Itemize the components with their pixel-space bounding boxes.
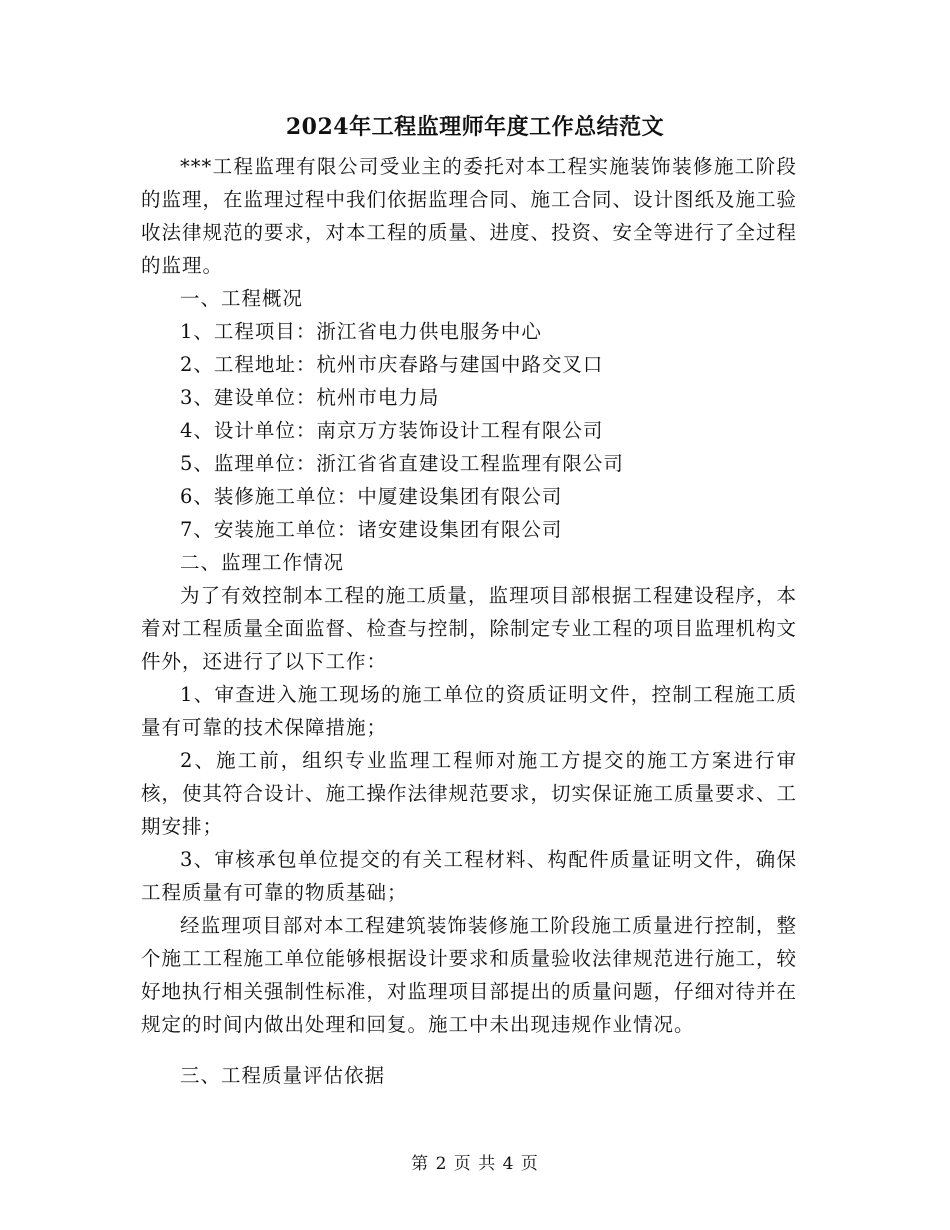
overview-item-project: 1、工程项目：浙江省电力供电服务中心: [180, 320, 542, 343]
overview-item-address: 2、工程地址：杭州市庆春路与建国中路交叉口: [180, 353, 604, 376]
work-item-3: 3、审核承包单位提交的有关工程材料、构配件质量证明文件，确保工程质量有可靠的物质基础；: [141, 848, 797, 904]
work-item-1: 1、审查进入施工现场的施工单位的资质证明文件，控制工程施工质量有可靠的技术保障措施；: [141, 683, 797, 739]
work-item-2: 2、施工前，组织专业监理工程师对施工方提交的施工方案进行审核，使其符合设计、施工操作法律规范要求，切实保证施工质量要求、工期安排；: [141, 749, 798, 838]
page-number: 第 2 页 共 4 页: [411, 1154, 539, 1174]
overview-item-supervisor: 5、监理单位：浙江省省直建设工程监理有限公司: [180, 452, 624, 475]
section-heading-evaluation: 三、工程质量评估依据: [180, 1064, 386, 1087]
overview-item-decoration-contractor: 6、装修施工单位：中厦建设集团有限公司: [180, 485, 563, 508]
paragraph-work-summary: 经监理项目部对本工程建筑装饰装修施工阶段施工质量进行控制，整个施工工程施工单位能够根据设计要求和质量验收法律规范进行施工，较好地执行相关强制性标准，对监理项目部提出的质量问题，仔细对待并在规定的时间内做出处理和回复。施工中未出现违规作业情况。: [141, 914, 798, 1036]
paragraph-intro: ***工程监理有限公司受业主的委托对本工程实施装饰装修施工阶段的监理，在监理过程中我们依据监理合同、施工合同、设计图纸及施工验收法律规范的要求，对本工程的质量、进度、投资、安全等进行了全过程的监理。: [141, 155, 798, 277]
section-heading-work: 二、监理工作情况: [180, 551, 345, 574]
section-heading-overview: 一、工程概况: [180, 287, 304, 310]
overview-item-designer: 4、设计单位：南京万方装饰设计工程有限公司: [180, 419, 604, 442]
overview-item-installation-contractor: 7、安装施工单位：诸安建设集团有限公司: [180, 518, 563, 541]
document-title: 2024年工程监理师年度工作总结范文: [285, 114, 665, 140]
document-body: [141, 150, 797, 1092]
overview-item-builder: 3、建设单位：杭州市电力局: [180, 386, 440, 409]
paragraph-work-intro: 为了有效控制本工程的施工质量，监理项目部根据工程建设程序，本着对工程质量全面监督、检查与控制，除制定专业工程的项目监理机构文件外，还进行了以下工作：: [141, 584, 798, 673]
